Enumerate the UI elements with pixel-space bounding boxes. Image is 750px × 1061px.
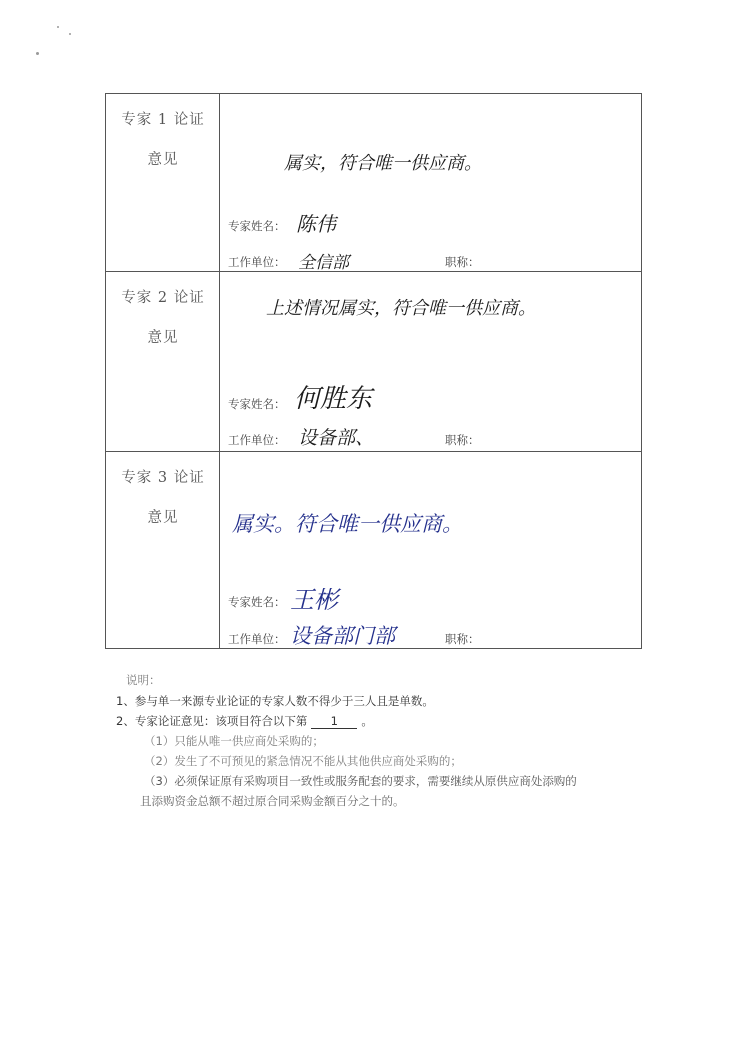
- notes-item-1: 1、参与单一来源专业论证的专家人数不得少于三人且是单数。: [116, 694, 434, 708]
- notes-option-3-line-2: 且添购资金总额不超过原合同采购金额百分之十的。: [140, 794, 405, 808]
- notes-option-2: （2）发生了不可预见的紧急情况不能从其他供应商处采购的；: [144, 754, 462, 768]
- expert-2-name-label: 专家姓名：: [228, 397, 286, 411]
- expert-1-opinion-handwriting: 属实，符合唯一供应商。: [284, 153, 482, 174]
- expert-2-label: 专家 2 论证: [121, 290, 205, 306]
- notes-option-3-line-1: （3）必须保证原有采购项目一致性或服务配套的要求，需要继续从原供应商处添购的: [144, 774, 577, 788]
- expert-1-unit-label: 工作单位：: [228, 255, 286, 269]
- expert-3-label-opinion: 意见: [147, 510, 179, 526]
- notes-item-2-suffix: 。: [361, 714, 373, 728]
- notes-item-2-prefix: 2、专家论证意见：该项目符合以下第: [116, 714, 308, 728]
- expert-2-section: [106, 272, 641, 452]
- expert-opinion-form: [105, 93, 642, 649]
- expert-2-label-opinion: 意见: [147, 330, 179, 346]
- expert-2-title-label: 职称：: [445, 433, 480, 447]
- scan-speck: [57, 26, 59, 28]
- expert-2-unit-handwriting: 设备部、: [298, 427, 375, 449]
- notes-heading: 说明：: [126, 673, 161, 687]
- expert-3-name-signature: 王彬: [290, 586, 338, 614]
- expert-1-section: [106, 94, 641, 272]
- scan-speck: [69, 33, 71, 35]
- expert-1-title-label: 职称：: [445, 255, 480, 269]
- expert-1-name-signature: 陈伟: [296, 212, 336, 236]
- expert-3-section: [106, 452, 641, 648]
- expert-3-unit-handwriting: 设备部门部: [290, 624, 395, 648]
- expert-3-title-label: 职称：: [445, 632, 480, 646]
- notes-option-1: （1）只能从唯一供应商处采购的；: [144, 734, 324, 748]
- expert-2-name-signature: 何胜东: [294, 384, 373, 414]
- expert-1-label-opinion: 意见: [147, 152, 179, 168]
- notes-item-2: [116, 713, 373, 729]
- expert-2-unit-label: 工作单位：: [228, 433, 286, 447]
- expert-3-unit-label: 工作单位：: [228, 632, 286, 646]
- expert-1-label: 专家 1 论证: [121, 112, 205, 128]
- expert-1-unit-handwriting: 全信部: [298, 253, 349, 273]
- expert-2-label-cell: [106, 272, 220, 451]
- expert-3-name-label: 专家姓名：: [228, 595, 286, 609]
- expert-1-name-label: 专家姓名：: [228, 219, 286, 233]
- expert-1-label-cell: [106, 94, 220, 271]
- expert-2-opinion-handwriting: 上述情况属实，符合唯一供应商。: [266, 298, 536, 319]
- expert-3-opinion-handwriting: 属实。符合唯一供应商。: [232, 512, 463, 536]
- scan-speck: [36, 52, 39, 55]
- expert-3-label: 专家 3 论证: [121, 470, 205, 486]
- notes-item-2-blank: 1: [311, 714, 357, 729]
- expert-3-label-cell: [106, 452, 220, 648]
